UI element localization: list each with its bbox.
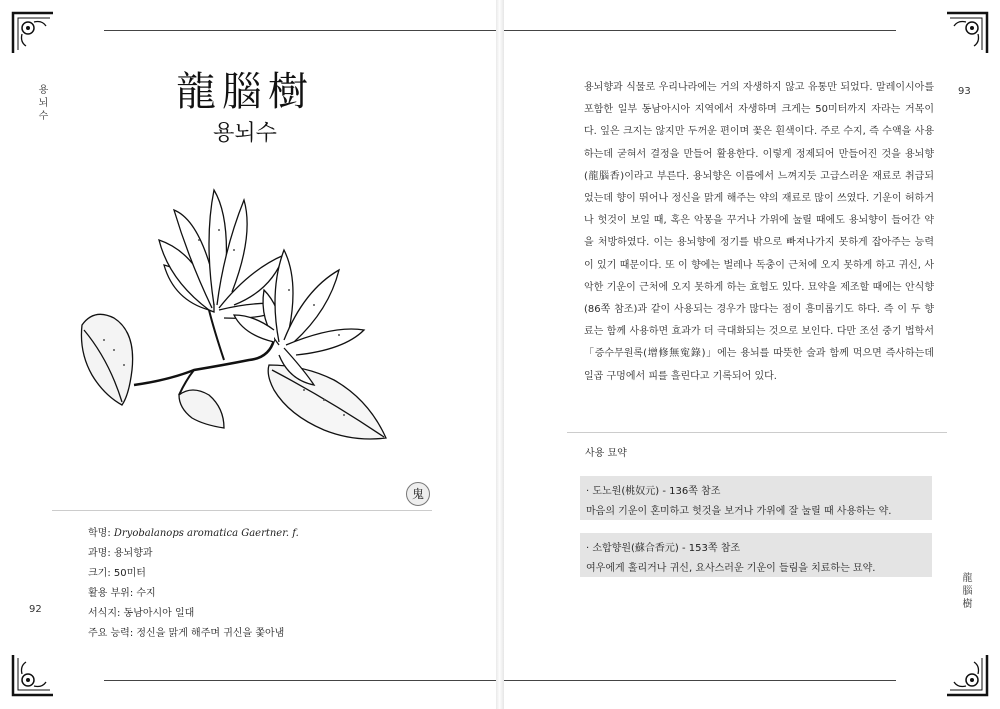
side-label-right: 龍腦樹 bbox=[960, 572, 971, 611]
info-scientific-name: 학명: Dryobalanops aromatica Gaertner. f. bbox=[88, 528, 299, 539]
summary-item bbox=[580, 533, 932, 577]
corner-ornament-icon bbox=[944, 10, 990, 56]
top-rule-right bbox=[504, 30, 896, 31]
bottom-rule-left bbox=[104, 680, 496, 681]
info-habitat: 서식지: 동남아시아 일대 bbox=[88, 608, 195, 619]
title-hanja: 龍腦樹 bbox=[176, 69, 314, 115]
corner-ornament-icon bbox=[944, 652, 990, 698]
summary-item-name: · 소합향원(蘇合香元) - 153쪽 참조 bbox=[586, 543, 741, 554]
summary-item-name: · 도노원(桃奴元) - 136쪽 참조 bbox=[586, 486, 721, 497]
page-number-right: 93 bbox=[958, 86, 971, 97]
info-family: 과명: 용뇌향과 bbox=[88, 548, 153, 559]
book-gutter bbox=[496, 0, 504, 709]
summary-heading: 사용 묘약 bbox=[585, 448, 627, 459]
page-number-left: 92 bbox=[29, 604, 42, 615]
corner-ornament-icon bbox=[10, 10, 56, 56]
bottom-rule-right bbox=[504, 680, 896, 681]
info-part-used: 활용 부위: 수지 bbox=[88, 588, 156, 599]
info-size: 크기: 50미터 bbox=[88, 568, 146, 579]
title-korean: 용뇌수 bbox=[213, 121, 277, 146]
summary-item bbox=[580, 476, 932, 520]
summary-item-desc: 여우에게 홀리거나 귀신, 요사스러운 기운이 들림을 치료하는 묘약. bbox=[586, 563, 876, 574]
info-separator bbox=[52, 510, 432, 511]
corner-ornament-icon bbox=[10, 652, 56, 698]
seal-stamp: 鬼 bbox=[406, 482, 430, 506]
top-rule-left bbox=[104, 30, 496, 31]
camphor-flower-illustration bbox=[74, 180, 394, 470]
summary-separator bbox=[567, 432, 947, 433]
body-paragraph: 용뇌향과 식물로 우리나라에는 거의 자생하지 않고 유통만 되었다. 말레이시아를 포함한 일부 동남아시아 지역에서 자생하며 크게는 50미터까지 자라는 거목이다. 잎은 크지는 않지만 두꺼운 편이며 꽃은 흰색이다. 주로 수지, 즉 수액을 사용하는데 굳혀서 결정을 만들어 활용한다. 이렇게 정제되어 만들어진 것을 용뇌향(龍腦香)이라고 부른다. 용뇌향은 이름에서 느껴지듯 고급스러운 재료로 취급되었는데 향이 뛰어나 정신을 맑게 해주는 약의 재료로 많이 쓰였다. 기운이 허하거나 헛것이 보일 때, 혹은 악몽을 꾸거나 가위에 눌릴 때에도 용뇌향이 들어간 약을 처방하였다. 이는 용뇌향에 정기를 밖으로 빠져나가지 못하게 잡아주는 능력이 있기 때문이다. 또 이 향에는 벌레나 독충이 근처에 오지 못하게 하고 귀신, 사악한 기운이 근처에 오지 못하게 하는 효험도 있다. 묘약을 제조할 때에는 안식향(86쪽 참조)과 같이 사용되는 경우가 많다는 점이 흥미롭기도 하다. 즉 이 두 향료는 함께 사용하면 효과가 더 극대화되는 것으로 보인다. 다만 조선 중기 법학서 「증수무원록(增修無寃錄)」에는 용뇌를 따뜻한 술과 함께 먹으면 즉사하는데 일곱 구멍에서 피를 흘린다고 기록되어 있다. bbox=[584, 82, 934, 382]
left-page bbox=[0, 0, 496, 709]
side-label-left: 용뇌수 bbox=[36, 84, 47, 123]
plant-info-list bbox=[88, 524, 448, 644]
summary-item-desc: 마음의 기운이 혼미하고 헛것을 보거나 가위에 잘 눌릴 때 사용하는 약. bbox=[586, 506, 892, 517]
info-main-ability: 주요 능력: 정신을 맑게 해주며 귀신을 쫓아냄 bbox=[88, 628, 285, 639]
